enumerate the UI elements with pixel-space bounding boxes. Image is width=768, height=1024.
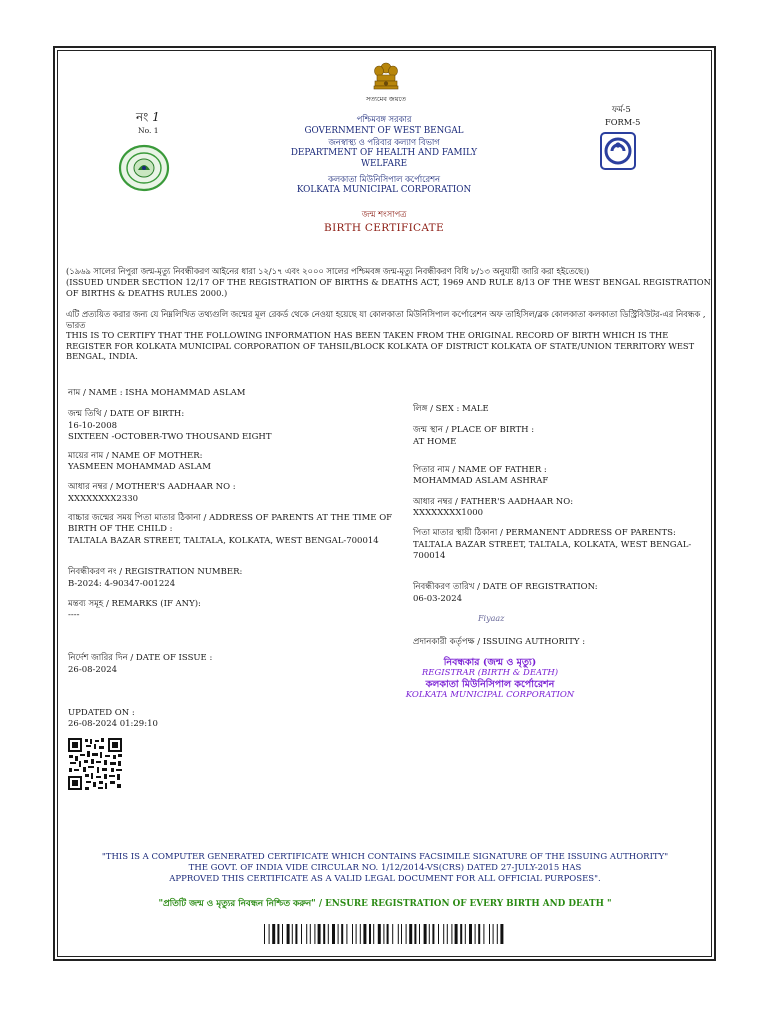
dob-label: জন্ম তিথি / DATE OF BIRTH: — [68, 409, 185, 419]
updated-on-value: 26-08-2024 01:29:10 — [68, 719, 158, 729]
issued-under-en: (ISSUED UNDER SECTION 12/17 OF THE REGISTRATION OF BIRTHS & DEATHS ACT, 1969 AND RULE 8/13 OF THE WEST BENGAL REGISTRATION OF BIRTHS & DEATHS RULES 2000.) — [66, 277, 711, 298]
dept-name-bn: জনস্বাস্থ্য ও পরিবার কল্যাণ বিভাগ — [328, 136, 440, 147]
dob-value: 16-10-2008 — [68, 421, 118, 431]
father-aadhaar-label: আধার নম্বর / FATHER'S AADHAAR NO: — [413, 497, 574, 507]
dept-name-en: DEPARTMENT OF HEALTH AND FAMILY WELFARE — [290, 148, 478, 169]
registration-date-value: 06-03-2024 — [413, 594, 463, 604]
mother-aadhaar-value: XXXXXXXX2330 — [68, 494, 139, 504]
stamp-line-en-2: KOLKATA MUNICIPAL CORPORATION — [405, 690, 575, 700]
date-of-issue-label: নির্দেশ জারির দিন / DATE OF ISSUE : — [68, 653, 213, 663]
footer-disclaimer — [70, 852, 700, 884]
cert-title-en: BIRTH CERTIFICATE — [324, 222, 444, 234]
barcode — [264, 924, 504, 944]
registration-date-label: নিবন্ধীকরণ তারিখ / DATE OF REGISTRATION: — [413, 582, 598, 592]
dob-in-words: SIXTEEN -OCTOBER-TWO THOUSAND EIGHT — [68, 432, 272, 442]
serial-label-bn: নং — [136, 110, 149, 124]
stamp-line-bn-1: নিবন্ধকার (জন্ম ও মৃত্যু) — [443, 657, 537, 668]
stamp-line-bn-2: কলকাতা মিউনিসিপাল কর্পোরেশন — [425, 678, 555, 690]
address-at-birth-label: বাচ্চার জন্মের সময় পিতা মাতার ঠিকানা / ADDRESS OF PARENTS AT THE TIME OF BIRTH OF THE CHILD : — [68, 513, 393, 534]
remarks-value: ---- — [68, 610, 80, 620]
cert-title-bn: জন্ম শংসাপত্র — [361, 209, 407, 219]
registration-number-value: B-2024: 4-90347-001224 — [68, 579, 176, 589]
disclaimer-line-1: "THIS IS A COMPUTER GENERATED CERTIFICATE WHICH CONTAINS FACSIMILE SIGNATURE OF THE ISSUING AUTHORITY" — [101, 852, 669, 862]
form-number-en: FORM-5 — [605, 117, 641, 127]
issuing-authority-label: প্রদানকারী কর্তৃপক্ষ / ISSUING AUTHORITY : — [413, 637, 586, 647]
sex: লিঙ্গ / SEX : MALE — [413, 404, 489, 414]
date-of-issue-value: 26-08-2024 — [68, 665, 118, 675]
signature: Fiyaaz — [478, 614, 505, 623]
certify-statement-en: THIS IS TO CERTIFY THAT THE FOLLOWING INFORMATION HAS BEEN TAKEN FROM THE ORIGINAL RECORD OF BIRTH WHICH IS THE REGISTER FOR KOLKATA MUNICIPAL CORPORATION OF TAHSIL/BLOCK KOLKATA OF DISTRICT KOLKATA OF STATE/UNION TERRITORY WEST BENGAL, INDIA. — [66, 330, 695, 361]
address-at-birth-value: TALTALA BAZAR STREET, TALTALA, KOLKATA, WEST BENGAL-700014 — [68, 536, 379, 546]
serial-number-en: No. 1 — [138, 126, 159, 135]
west-bengal-seal-icon — [118, 144, 170, 192]
header-block — [274, 114, 494, 196]
registration-number-label: নিবন্ধীকরণ নং / REGISTRATION NUMBER: — [68, 567, 243, 577]
father-name-label: পিতার নাম / NAME OF FATHER : — [413, 465, 547, 475]
certify-statement-bn: এটি প্রত্যয়িত করার জন্য যে নিম্নলিখিত তথ্যগুলি জন্মের মূল রেকর্ড থেকে নেওয়া হয়েছে যা কোলকাতা মিউনিসিপাল কর্পোরেশন অফ তাহিসিল/ব্লক কোলকাতা কলকাতা ডিস্ট্রিবিউটর-এর নিবন্ধক , ভারত — [66, 309, 706, 330]
national-emblem-icon — [371, 60, 401, 92]
mother-aadhaar-label: আধার নম্বর / MOTHER'S AADHAAR NO : — [68, 482, 236, 492]
registrar-stamp — [400, 657, 580, 701]
child-name: নাম / NAME : ISHA MOHAMMAD ASLAM — [68, 388, 246, 398]
mother-name-label: মায়ের নাম / NAME OF MOTHER: — [68, 451, 203, 461]
father-name-value: MOHAMMAD ASLAM ASHRAF — [413, 476, 549, 486]
form-number-bn: ফর্ম-5 — [612, 104, 631, 114]
permanent-address-label: পিতা মাতার স্থায়ী ঠিকানা / PERMANENT ADDRESS OF PARENTS: — [413, 528, 676, 538]
crs-logo-icon — [600, 132, 636, 170]
corp-name-bn: কলকাতা মিউনিসিপাল কর্পোরেশন — [328, 174, 440, 184]
disclaimer-line-2: THE GOVT. OF INDIA VIDE CIRCULAR NO. 1/12/2014-VS(CRS) DATED 27-JULY-2015 HAS — [188, 862, 582, 873]
slogan-bn: "প্রতিটি জন্ম ও মৃত্যুর নিবন্ধন নিশ্চিত করুন" — [158, 899, 316, 909]
emblem-motto: সত্যমেব জয়তে — [365, 95, 407, 103]
mother-name-value: YASMEEN MOHAMMAD ASLAM — [68, 462, 211, 472]
qr-code — [67, 737, 123, 791]
permanent-address-value: TALTALA BAZAR STREET, TALTALA, KOLKATA, WEST BENGAL-700014 — [413, 540, 692, 561]
updated-on-label: UPDATED ON : — [68, 708, 135, 718]
place-of-birth-value: AT HOME — [413, 437, 457, 447]
father-aadhaar-value: XXXXXXXX1000 — [413, 508, 484, 518]
issued-under-bn: (১৯৬৯ সালের নিপুরা জন্ম-মৃত্যু নিবন্ধীকরণ আইনের ধারা ১২/১৭ এবং ২০০০ সালের পশ্চিমবঙ্গ জন্ম-মৃত্যু নিবন্ধীকরণ বিধি ৮/১৩ অনুযায়ী জারি করা হইতেছে।) — [66, 266, 590, 276]
remarks-label: মন্তব্য সমূহ / REMARKS (IF ANY): — [68, 599, 201, 609]
slogan-en: / ENSURE REGISTRATION OF EVERY BIRTH AND DEATH " — [315, 899, 612, 909]
serial-value: 1 — [152, 110, 160, 124]
disclaimer-line-3: APPROVED THIS CERTIFICATE AS A VALID LEGAL DOCUMENT FOR ALL OFFICIAL PURPOSES". — [169, 873, 601, 884]
stamp-line-en-1: REGISTRAR (BIRTH & DEATH) — [421, 668, 559, 678]
govt-name-en: GOVERNMENT OF WEST BENGAL — [304, 125, 464, 136]
corp-name-en: KOLKATA MUNICIPAL CORPORATION — [296, 184, 472, 195]
place-of-birth-label: জন্ম স্থান / PLACE OF BIRTH : — [413, 425, 535, 435]
serial-number — [136, 110, 160, 124]
footer-slogan — [70, 899, 700, 910]
govt-name-bn: পশ্চিমবঙ্গ সরকার — [356, 114, 412, 124]
